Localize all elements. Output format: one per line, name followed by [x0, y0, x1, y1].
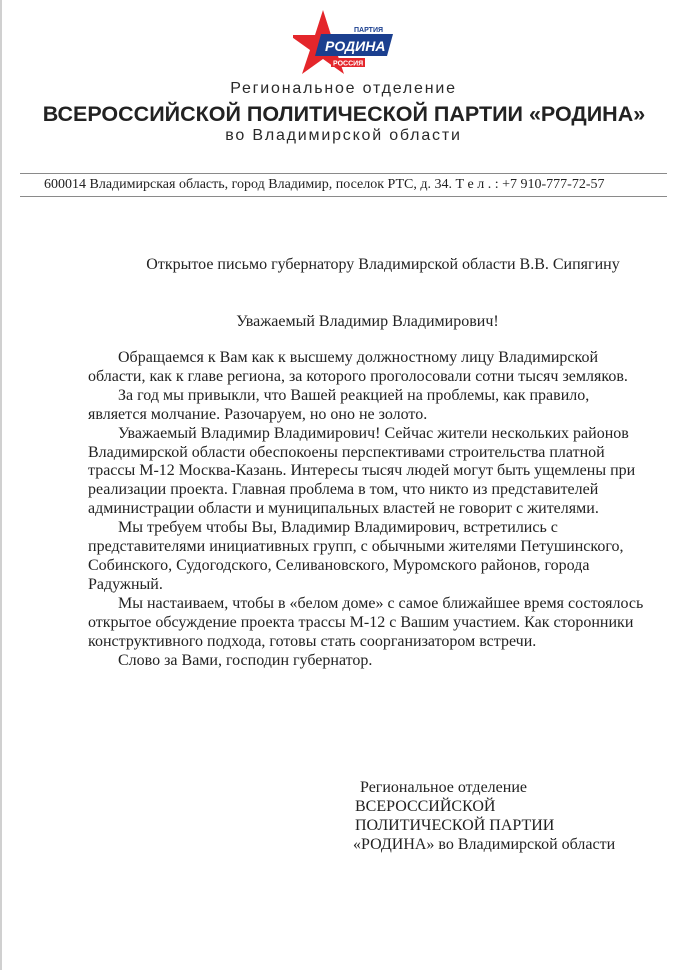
header-divider-top — [20, 173, 667, 174]
letter-title: Открытое письмо губернатору Владимирской области В.В. Сипягину — [146, 256, 620, 273]
signature-line-4: «РОДИНА» во Владимирской области — [353, 836, 616, 853]
red-star-icon — [293, 8, 397, 74]
letter-paragraph: Уважаемый Владимир Владимирович! Сейчас жители нескольких районов Владимирской области обеспокоены перспективами строительства платной трассы М-12 Москва-Казань. Интересы тысяч людей могут быть ущемлены при реализации проекта. Главная проблема в том, что никто из представителей администрации области и муниципальных властей не говорит с жителями. — [88, 424, 636, 518]
header-party-name: ВСЕРОССИЙСКОЙ ПОЛИТИЧЕСКОЙ ПАРТИИ «РОДИНА» — [42, 102, 646, 126]
logo-party-name-text: РОДИНА — [325, 38, 386, 54]
address-line: 600014 Владимирская область, город Владимир, поселок РТС, д. 34. Т е л . : +7 910-777-72-57 — [44, 177, 605, 192]
signature-block — [355, 778, 655, 854]
signature-line-3: ПОЛИТИЧЕСКОЙ ПАРТИИ — [355, 817, 555, 834]
signature-line-1: Региональное отделение — [360, 779, 527, 796]
letter-paragraph: Слово за Вами, господин губернатор. — [118, 651, 373, 669]
party-logo — [293, 8, 397, 74]
logo-party-small-text: ПАРТИЯ — [354, 27, 384, 34]
letter-paragraph: Мы настаиваем, чтобы в «белом доме» с самое ближайшее время состоялось открытое обсуждение проекта трассы М-12 с Вашим участием. Как сторонники конструктивного подхода, готовы стать соорганизатором встречи. — [88, 594, 644, 650]
header-line-1: Региональное отделение — [230, 80, 457, 97]
letter-paragraph: Обращаемся к Вам как к высшему должностному лицу Владимирской области, как к главе региона, за которого проголосовали сотни тысяч земляков. — [88, 349, 628, 385]
page-edge — [0, 0, 2, 970]
letter-paragraph: Мы требуем чтобы Вы, Владимир Владимирович, встретились с представителями инициативных групп, с обычными жителями Петушинского, Собинского, Судогодского, Селивановского, Муромского районов, города Радужный. — [88, 519, 624, 593]
letter-salutation: Уважаемый Владимир Владимирович! — [236, 313, 499, 330]
header-line-3: во Владимирской области — [225, 127, 462, 144]
signature-line-2: ВСЕРОССИЙСКОЙ — [355, 798, 496, 815]
letter-paragraph: За год мы привыкли, что Вашей реакцией на проблемы, как правило, является молчание. Разочаруем, но оно не золото. — [88, 386, 590, 423]
letter-body — [88, 349, 648, 670]
header-divider-bottom — [20, 196, 667, 197]
logo-country-text: РОССИЯ — [333, 60, 364, 68]
